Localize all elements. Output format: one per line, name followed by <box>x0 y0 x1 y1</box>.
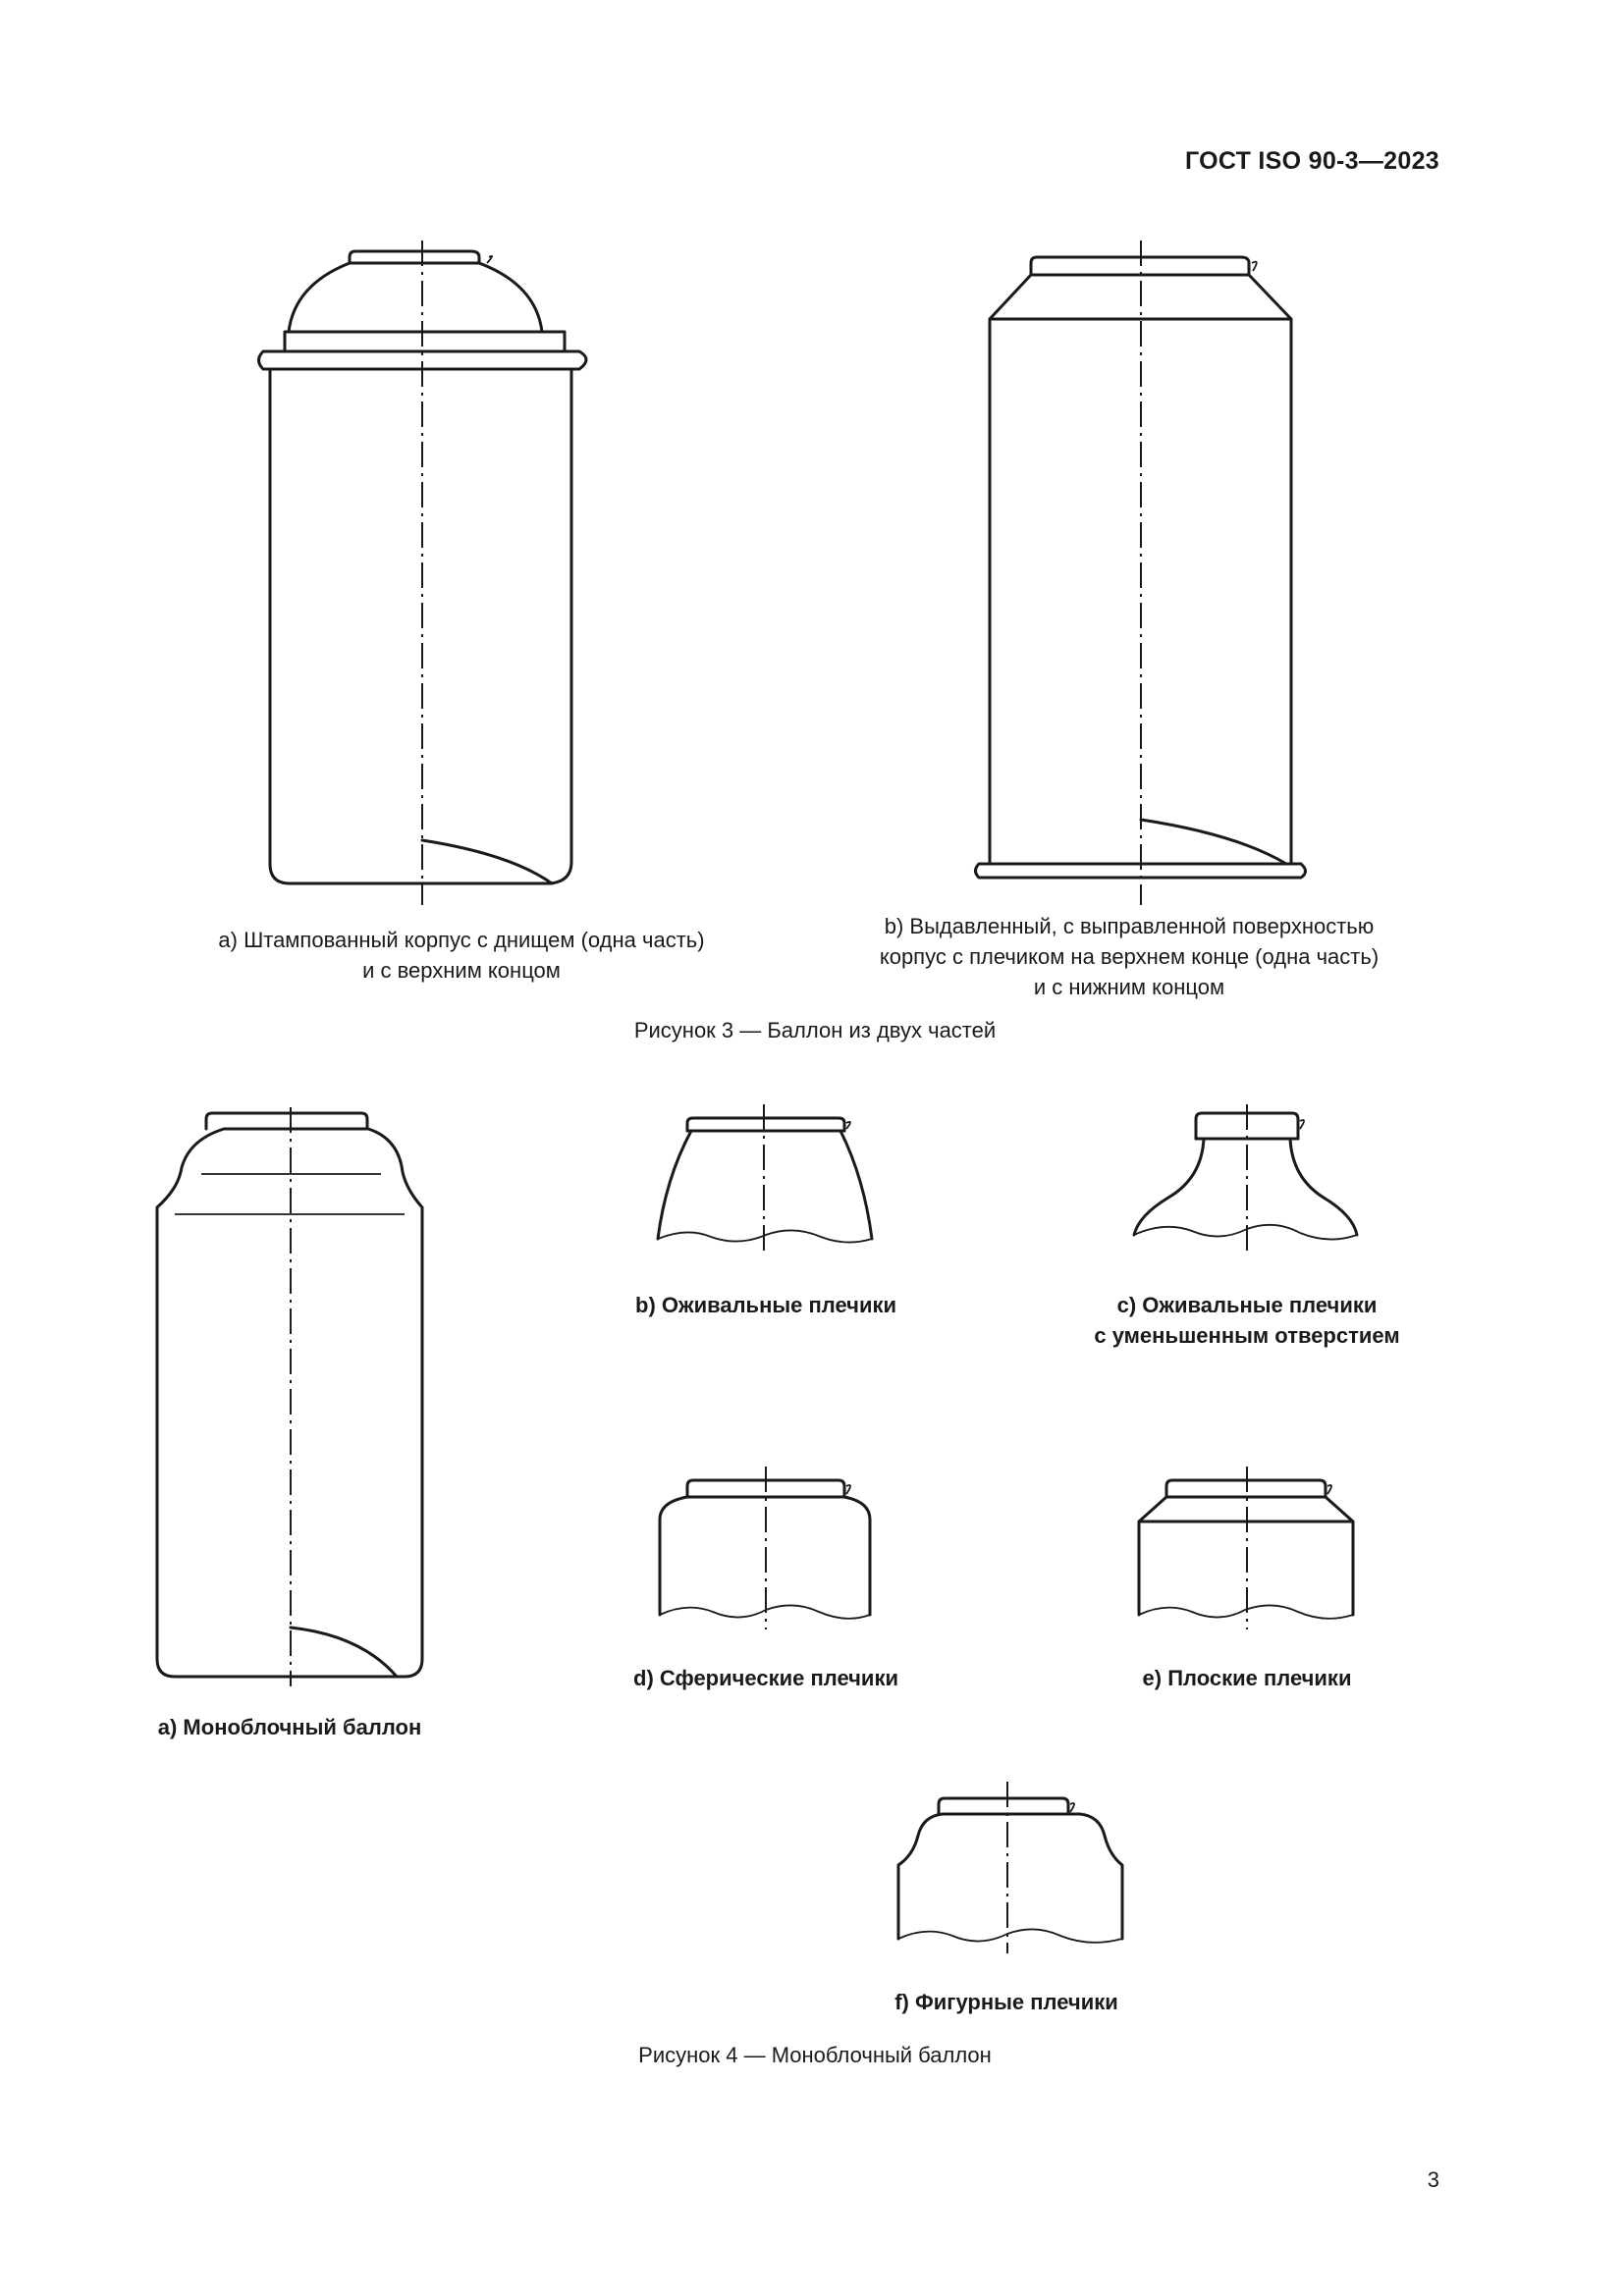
figure-4a-drawing <box>157 1107 422 1686</box>
document-header: ГОСТ ISO 90-3—2023 <box>1184 147 1439 175</box>
figure-4e-drawing <box>1139 1467 1353 1629</box>
figure-4b-caption: b) Оживальные плечики <box>635 1293 896 1317</box>
figure-3-title: Рисунок 3 — Баллон из двух частей <box>633 1018 997 1042</box>
figure-4d-drawing <box>660 1467 870 1629</box>
figure-4c-caption: c) Оживальные плечики с уменьшенным отверстием <box>1094 1293 1400 1348</box>
figure-4a-caption: a) Моноблочный баллон <box>157 1715 422 1739</box>
figure-4e-caption: e) Плоские плечики <box>1142 1666 1352 1690</box>
figure-3b-caption: b) Выдавленный, с выправленной поверхностью корпус с плечиком на верхнем конце (одна часть) и с нижним концом <box>879 914 1380 999</box>
figure-4f-drawing <box>898 1782 1122 1953</box>
figure-4f-caption: f) Фигурные плечики <box>894 1990 1118 2014</box>
figure-4b-drawing <box>658 1104 872 1253</box>
figure-3a-caption: a) Штампованный корпус с днищем (одна часть) и с верхним концом <box>218 928 705 983</box>
figure-4d-caption: d) Сферические плечики <box>633 1666 898 1690</box>
figure-4c-drawing <box>1134 1104 1357 1253</box>
figure-3b-drawing <box>976 240 1306 905</box>
page-number: 3 <box>1427 2167 1439 2192</box>
figure-4-title: Рисунок 4 — Моноблочный баллон <box>638 2043 992 2067</box>
figure-3a-drawing <box>259 240 587 905</box>
